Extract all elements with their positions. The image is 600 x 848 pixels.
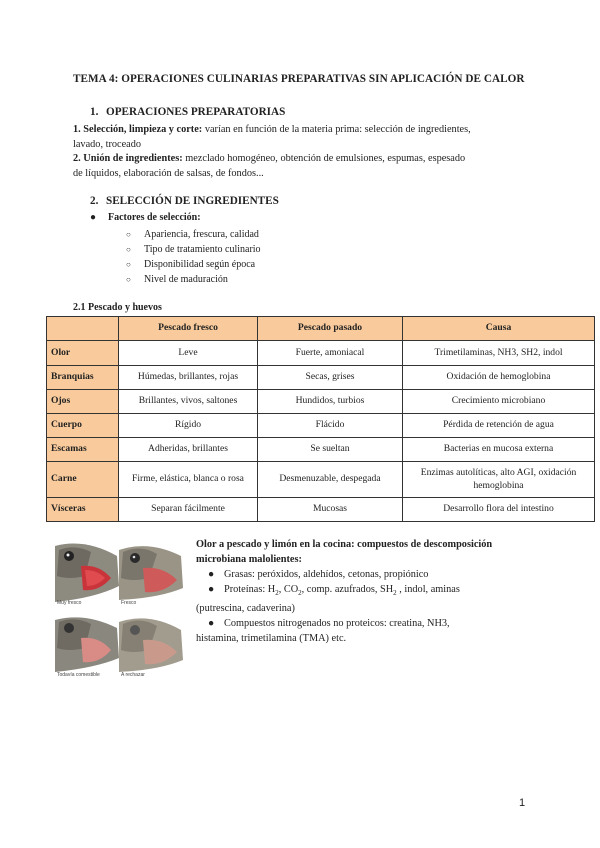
table-row <box>47 390 595 414</box>
cell-cause: Pérdida de retención de agua <box>403 414 595 438</box>
cell-stale: Flácido <box>258 414 403 438</box>
cell-cause: Oxidación de hemoglobina <box>403 366 595 390</box>
cell-stale: Mucosas <box>258 498 403 522</box>
page-number: 1 <box>519 797 526 809</box>
list-item <box>196 567 536 582</box>
cell-fresh: Brillantes, vivos, saltones <box>119 390 258 414</box>
cell-fresh: Firme, elástica, blanca o rosa <box>119 462 258 498</box>
header-stale: Pescado pasado <box>258 317 403 341</box>
row-label: Cuerpo <box>47 414 119 438</box>
list-item <box>196 582 536 601</box>
section-2-1-heading: 2.1 Pescado y huevos <box>73 302 162 313</box>
fish-head-icon <box>55 608 119 680</box>
item-2-text-cont: de líquidos, elaboración de salsas, de fondos... <box>73 168 264 179</box>
bullet-dot-icon: ● <box>208 618 215 630</box>
circle-bullet-icon: ○ <box>126 230 131 239</box>
section-1-title: OPERACIONES PREPARATORIAS <box>106 106 286 118</box>
list-item <box>126 257 261 272</box>
cell-cause: Trimetilaminas, NH3, SH2, indol <box>403 341 595 366</box>
list-item <box>196 616 536 631</box>
fish-head-icon <box>119 608 183 680</box>
section-2-number: 2. <box>90 195 99 207</box>
item-2-label: 2. Unión de ingredientes: <box>73 153 183 164</box>
row-label: Vísceras <box>47 498 119 522</box>
bullet-dot-icon: ● <box>208 584 215 595</box>
odor-item-proteins-c: , comp. azufrados, SH <box>301 584 394 595</box>
circle-bullet-icon: ○ <box>126 275 131 284</box>
table-row <box>47 438 595 462</box>
photo-caption: Fresco <box>121 600 137 606</box>
selection-factors-label: Factores de selección: <box>108 212 201 223</box>
section-1-item-2 <box>73 151 533 181</box>
section-2-title: SELECCIÓN DE INGREDIENTES <box>106 195 279 207</box>
odor-item-proteins-b: , CO <box>278 584 299 595</box>
bullet-dot-icon: ● <box>90 212 97 223</box>
row-label: Branquias <box>47 366 119 390</box>
cell-stale: Hundidos, turbios <box>258 390 403 414</box>
table-row <box>47 366 595 390</box>
fish-photo-fresh <box>119 536 183 608</box>
cell-fresh: Leve <box>119 341 258 366</box>
odor-item-proteins: Proteínas: H <box>224 584 276 595</box>
table-header-row <box>47 317 595 341</box>
section-1-heading <box>90 106 285 118</box>
cell-fresh: Rígido <box>119 414 258 438</box>
odor-compounds-block <box>196 537 536 646</box>
header-cause: Causa <box>403 317 595 341</box>
section-1-number: 1. <box>90 106 99 118</box>
table-row <box>47 462 595 498</box>
circle-bullet-icon: ○ <box>126 245 131 254</box>
cell-fresh: Húmedas, brillantes, rojas <box>119 366 258 390</box>
odor-heading-line-1: Olor a pescado y limón en la cocina: compuestos de descomposición <box>196 539 493 550</box>
cell-stale: Fuerte, amoniacal <box>258 341 403 366</box>
photo-caption: Todavía comestible <box>57 672 100 678</box>
cell-cause: Bacterias en mucosa externa <box>403 438 595 462</box>
row-label: Ojos <box>47 390 119 414</box>
list-item <box>126 272 261 287</box>
subitem-text: Apariencia, frescura, calidad <box>144 229 259 240</box>
fish-head-icon <box>119 536 183 608</box>
fish-freshness-table <box>46 316 595 522</box>
odor-heading <box>196 537 536 567</box>
fish-photo-reject <box>119 608 183 680</box>
page-title: TEMA 4: OPERACIONES CULINARIAS PREPARATIVAS SIN APLICACIÓN DE CALOR <box>73 73 525 85</box>
table-row <box>47 414 595 438</box>
list-item <box>126 227 261 242</box>
odor-item-fats: Grasas: peróxidos, aldehídos, cetonas, propiónico <box>224 569 429 580</box>
section-2-heading <box>90 195 279 207</box>
fish-photo-still-edible <box>55 608 119 680</box>
subitem-text: Nivel de maduración <box>144 274 228 285</box>
subscript: 2 <box>298 589 302 598</box>
odor-item-proteins-d: , indol, aminas <box>396 584 460 595</box>
cell-cause: Enzimas autolíticas, alto AGI, oxidación hemoglobina <box>403 462 595 498</box>
table-row <box>47 498 595 522</box>
odor-item-nitrogen: Compuestos nitrogenados no proteicos: creatina, NH3, <box>224 618 450 630</box>
cell-stale: Secas, grises <box>258 366 403 390</box>
cell-fresh: Separan fácilmente <box>119 498 258 522</box>
subscript: 2 <box>393 589 397 598</box>
cell-stale: Se sueltan <box>258 438 403 462</box>
header-empty <box>47 317 119 341</box>
fish-photo-grid <box>55 536 183 680</box>
odor-item-nitrogen-cont: histamina, trimetilamina (TMA) etc. <box>196 633 347 645</box>
bullet-dot-icon: ● <box>208 569 215 580</box>
row-label: Carne <box>47 462 119 498</box>
subitem-text: Tipo de tratamiento culinario <box>144 244 261 255</box>
odor-heading-line-2: microbiana malolientes: <box>196 554 302 565</box>
table-row <box>47 341 595 366</box>
subitem-list <box>126 227 261 287</box>
cell-cause: Crecimiento microbiano <box>403 390 595 414</box>
cell-cause: Desarrollo flora del intestino <box>403 498 595 522</box>
list-item <box>126 242 261 257</box>
section-1-item-1 <box>73 122 533 152</box>
item-2-text: mezclado homogéneo, obtención de emulsiones, espumas, espesado <box>182 153 466 164</box>
header-fresh: Pescado fresco <box>119 317 258 341</box>
fish-photo-very-fresh <box>55 536 119 608</box>
photo-caption: Muy fresco <box>57 600 82 606</box>
cell-fresh: Adheridas, brillantes <box>119 438 258 462</box>
cell-stale: Desmenuzable, despegada <box>258 462 403 498</box>
odor-item-proteins-cont: (putrescina, cadaverina) <box>196 603 295 615</box>
subitem-text: Disponibilidad según época <box>144 259 256 270</box>
row-label: Escamas <box>47 438 119 462</box>
subscript: 2 <box>275 589 279 598</box>
row-label: Olor <box>47 341 119 366</box>
item-1-label: 1. Selección, limpieza y corte: <box>73 124 203 135</box>
circle-bullet-icon: ○ <box>126 260 131 269</box>
selection-factors-bullet <box>90 212 201 223</box>
photo-caption: A rechazar <box>121 672 145 678</box>
item-1-text: varían en función de la materia prima: selección de ingredientes, <box>202 124 471 135</box>
item-1-text-cont: lavado, troceado <box>73 139 142 150</box>
fish-head-icon <box>55 536 119 608</box>
